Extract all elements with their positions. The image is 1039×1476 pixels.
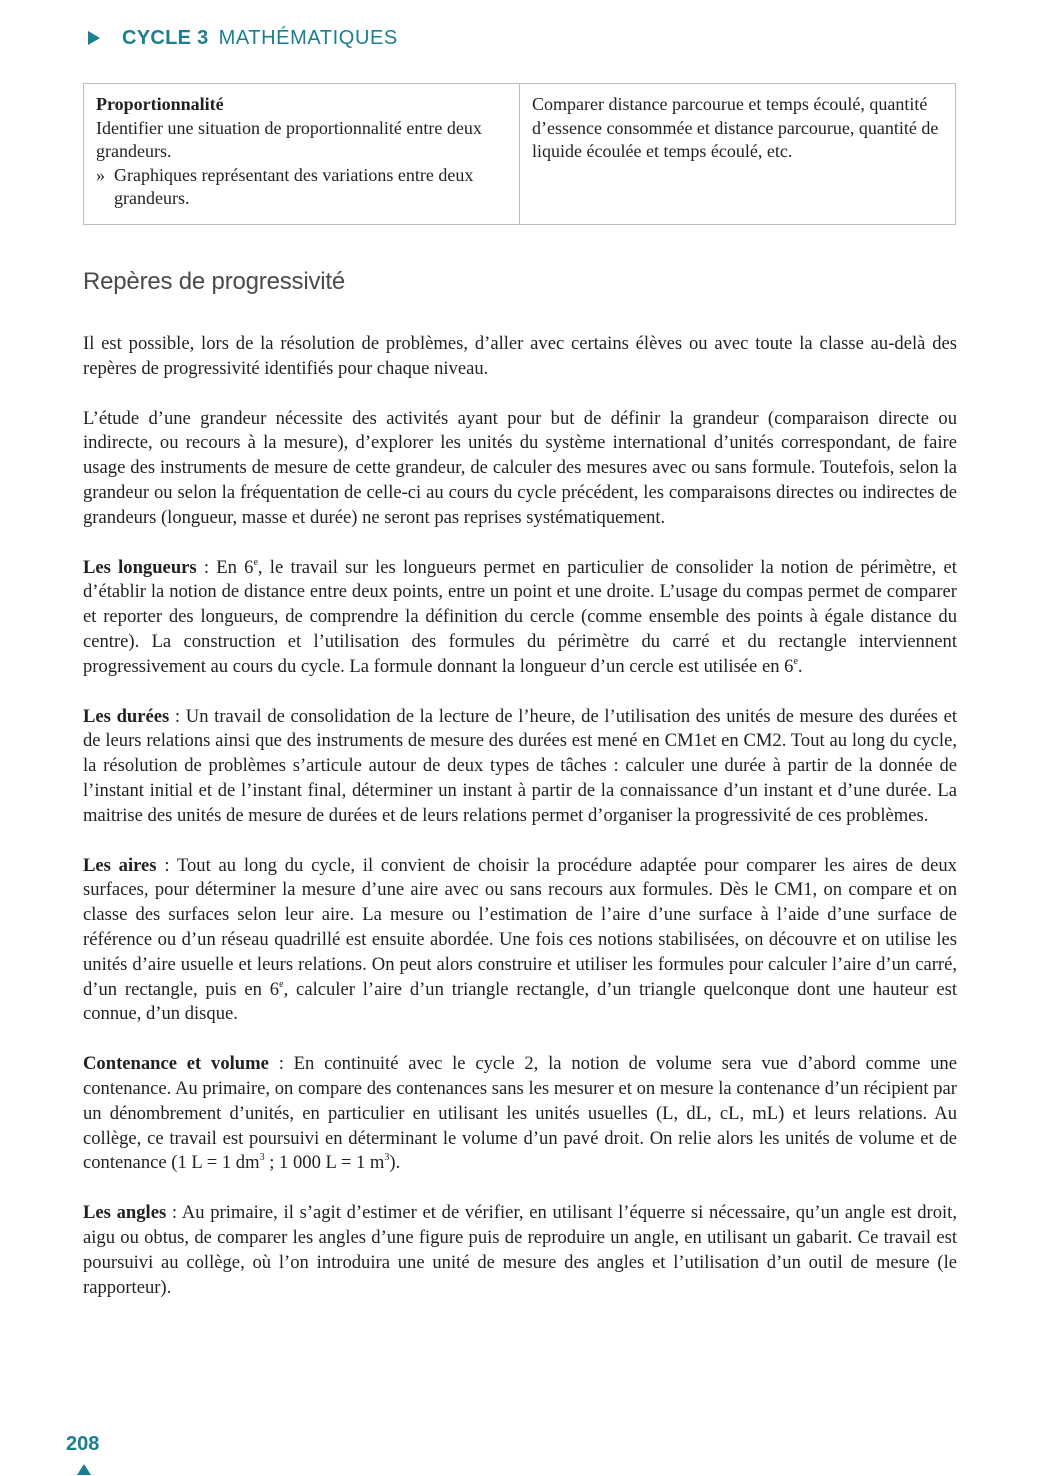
paragraph-intro: Il est possible, lors de la résolution de problèmes, d’aller avec certains élèves ou avec toute la classe au-delà des repères de progressivité identifiés pour chaque niveau.	[83, 333, 957, 379]
term-aires: Les aires	[83, 854, 157, 876]
header-subject: MATHÉMATIQUES	[218, 26, 398, 49]
term-durees: Les durées	[83, 705, 170, 727]
paragraph-angles	[83, 1201, 957, 1300]
contenance-text-c: ).	[389, 1152, 401, 1174]
triangle-right-icon	[88, 31, 100, 45]
paragraph-contenance	[83, 1052, 957, 1176]
table-cell-right	[520, 84, 955, 224]
paragraph-longueurs	[83, 556, 957, 680]
longueurs-text-b: , le travail sur les longueurs permet en particulier de consolider la notion de périmètre, et d’établir la notion de distance entre deux points, entre un point et une droite. L’usage du compas permet de comparer et reporter des longueurs, de comprendre la définition du cercle (comme ensemble des points à égale distance du centre). La construction et l’utilisation des formules du périmètre du carré et du rectangle interviennent progressivement au cours du cycle. La formule donnant la longueur d’un cercle est utilisée en 6	[83, 556, 957, 677]
durees-text: : Un travail de consolidation de la lecture de l’heure, de l’utilisation des unités de mesure des durées et de leurs relations ainsi que des instruments de mesure des durées est mené en CM1et en CM2. Tout au long du cycle, la résolution de problèmes s’articule autour de deux types de tâches : calculer une durée à partir de la donnée de l’instant initial et de l’instant final, déterminer un instant à partir de la connaissance d’un instant et d’une durée. La maitrise des unités de mesure de durées et de leurs relations permet d’organiser la progressivité de ces problèmes.	[83, 705, 958, 826]
page-number: 208	[66, 1433, 100, 1455]
aires-text-a: : Tout au long du cycle, il convient de choisir la procédure adaptée pour comparer les aires de deux surfaces, pour déterminer la mesure d’une aire avec ou sans recours aux formules. Dès le CM1, on compare et on classe des surfaces selon leur aire. La mesure ou l’estimation de l’aire d’une surface à l’aide d’une surface de référence ou d’un réseau quadrillé est ensuite abordée. Une fois ces notions stabilisées, on découvre et on utilise les unités d’aire usuelle et leurs relations. On peut alors construire et utiliser les formules pour calculer l’aire d’un carré, d’un rectangle, puis en 6	[83, 854, 957, 1000]
main-body	[83, 332, 957, 1325]
contenance-sup-1: 3	[259, 1152, 265, 1164]
longueurs-text-a: : En 6	[196, 556, 254, 578]
table-bullet	[96, 164, 509, 211]
table-bullet-text: Graphiques représentant des variations entre deux grandeurs.	[114, 164, 474, 208]
longueurs-sup-2: e	[793, 655, 798, 667]
paragraph-aires	[83, 854, 957, 1028]
header-cycle: CYCLE 3	[122, 26, 209, 49]
angles-text: : Au primaire, il s’agit d’estimer et de vérifier, en utilisant l’équerre si nécessaire, qu’un angle est droit, aigu ou obtus, de comparer les angles d’une figure puis de reproduire un angle, en utilisant un gabarit. Ce travail est poursuivi au collège, où l’on introduira une unité de mesure des angles et l’utilisation d’un outil de mesure (le rapporteur).	[83, 1202, 957, 1298]
table-left-text: Identifier une situation de proportionnalité entre deux grandeurs.	[96, 117, 482, 161]
contenance-text-b: ; 1 000 L = 1 m	[264, 1152, 385, 1174]
contenance-sup-2: 3	[384, 1152, 390, 1164]
contenance-text-a: : En continuité avec le cycle 2, la notion de volume sera vue d’abord comme une contenance. Au primaire, on compare des contenances sans les mesurer et on mesure la contenance d’un récipient par un dénombrement d’unités, en particulier en utilisant les unités usuelles (L, dL, cL, mL) et leurs relations. Au collège, ce travail est poursuivi en déterminant le volume d’un pavé droit. On relie alors les unités de volume et de contenance (1 L = 1 dm	[83, 1053, 957, 1174]
section-title: Repères de progressivité	[83, 268, 346, 295]
table-cell-left	[84, 84, 520, 224]
longueurs-sup-1: e	[253, 556, 258, 568]
paragraph-durees	[83, 705, 957, 829]
triangle-up-icon	[77, 1464, 91, 1475]
aires-text-b: , calculer l’aire d’un triangle rectangle, d’un triangle quelconque dont une hauteur est connue, d’un disque.	[83, 978, 957, 1025]
table-title: Proportionnalité	[96, 94, 224, 114]
paragraph-grandeur: L’étude d’une grandeur nécessite des activités ayant pour but de définir la grandeur (comparaison directe ou indirecte, ou recours à la mesure), d’explorer les unités du système international d’unités correspondant, de faire usage des instruments de mesure de cette grandeur, de calculer des mesures avec ou sans formule. Toutefois, selon la grandeur ou selon la fréquentation de celle-ci au cours du cycle précédent, les comparaisons directes ou indirectes de grandeurs (longueur, masse et durée) ne seront pas reprises systématiquement.	[83, 407, 957, 528]
term-longueurs: Les longueurs	[83, 556, 197, 578]
term-angles: Les angles	[83, 1202, 167, 1224]
longueurs-text-c: .	[797, 655, 803, 677]
table-right-text: Comparer distance parcourue et temps écoulé, quantité d’essence consommée et distance parcourue, quantité de liquide écoulée et temps écoulé, etc.	[532, 94, 939, 161]
aires-sup: e	[279, 978, 284, 990]
running-header	[88, 24, 398, 52]
bullet-mark: »	[96, 164, 105, 185]
term-contenance: Contenance et volume	[83, 1053, 269, 1075]
proportionnalite-table	[83, 83, 956, 225]
